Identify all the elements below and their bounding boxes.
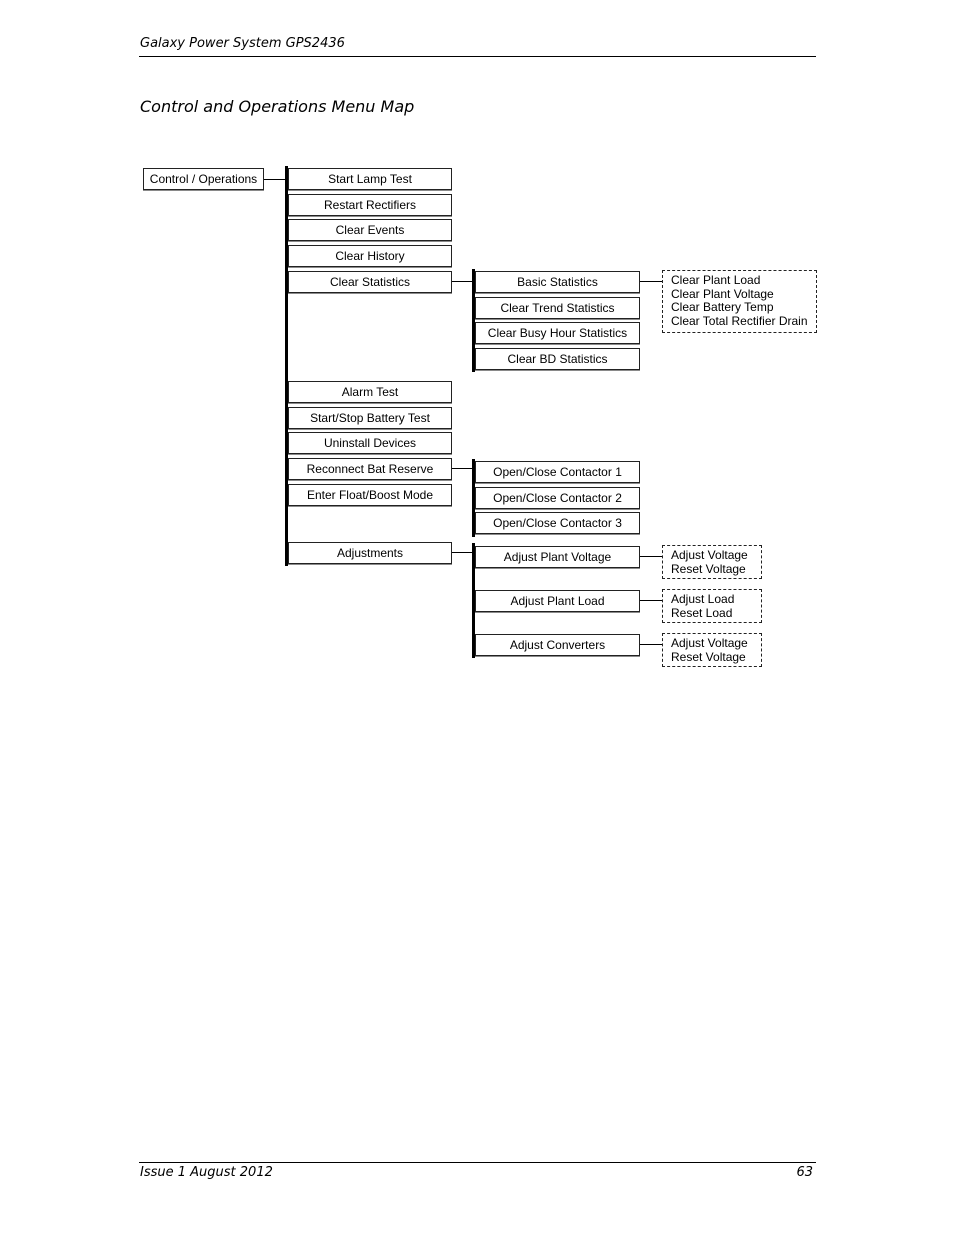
menu-node-level1: Restart Rectifiers	[288, 194, 452, 216]
menu-node-level1: Start/Stop Battery Test	[288, 407, 452, 429]
menu-node-level1: Alarm Test	[288, 381, 452, 403]
menu-node-level1: Clear History	[288, 245, 452, 267]
option-item: Clear Plant Load	[671, 273, 761, 287]
menu-node-adjustment: Adjust Converters	[475, 634, 640, 656]
menu-node-statistics: Clear Trend Statistics	[475, 297, 640, 319]
menu-node-level1: Clear Statistics	[288, 271, 452, 293]
connector-contactors	[452, 468, 472, 469]
option-item: Reset Voltage	[671, 561, 746, 576]
menu-node-level1: Reconnect Bat Reserve	[288, 458, 452, 480]
footer-rule	[139, 1162, 816, 1163]
menu-node-level1: Enter Float/Boost Mode	[288, 484, 452, 506]
menu-node-statistics: Clear BD Statistics	[475, 348, 640, 370]
header-rule	[139, 56, 816, 57]
options-adjust-converters	[662, 633, 762, 667]
connector-root	[264, 179, 285, 180]
option-item: Reset Voltage	[671, 649, 746, 664]
section-title: Control and Operations Menu Map	[140, 97, 415, 116]
connector-adjust-voltage	[640, 556, 662, 557]
options-adjust-plant-voltage	[662, 545, 762, 579]
option-item: Clear Total Rectifier Drain	[671, 313, 808, 328]
menu-node-root: Control / Operations	[143, 168, 264, 190]
menu-node-level1: Adjustments	[288, 542, 452, 564]
menu-node-contactor: Open/Close Contactor 2	[475, 487, 640, 509]
menu-node-statistics: Basic Statistics	[475, 271, 640, 293]
option-item: Clear Battery Temp	[671, 300, 774, 315]
connector-adjust-converters	[640, 644, 662, 645]
menu-node-level1: Start Lamp Test	[288, 168, 452, 190]
options-basic-stats	[662, 270, 817, 333]
menu-node-adjustment: Adjust Plant Voltage	[475, 546, 640, 568]
menu-node-contactor: Open/Close Contactor 1	[475, 461, 640, 483]
menu-node-level1: Uninstall Devices	[288, 432, 452, 454]
option-item: Clear Plant Voltage	[671, 286, 774, 301]
option-item: Adjust Voltage	[671, 548, 748, 562]
footer-page-number: 63	[796, 1165, 813, 1180]
option-item: Adjust Voltage	[671, 636, 748, 650]
menu-node-statistics: Clear Busy Hour Statistics	[475, 322, 640, 344]
connector-statistics	[452, 281, 472, 282]
footer-issue: Issue 1 August 2012	[140, 1165, 273, 1180]
connector-adjustments	[452, 552, 472, 553]
option-item: Adjust Load	[671, 592, 735, 606]
menu-node-level1: Clear Events	[288, 219, 452, 241]
menu-node-adjustment: Adjust Plant Load	[475, 590, 640, 612]
connector-basic-stats	[640, 281, 662, 282]
running-header: Galaxy Power System GPS2436	[140, 36, 345, 51]
option-item: Reset Load	[671, 605, 733, 620]
options-adjust-plant-load	[662, 589, 762, 623]
menu-node-contactor: Open/Close Contactor 3	[475, 512, 640, 534]
connector-adjust-load	[640, 600, 662, 601]
